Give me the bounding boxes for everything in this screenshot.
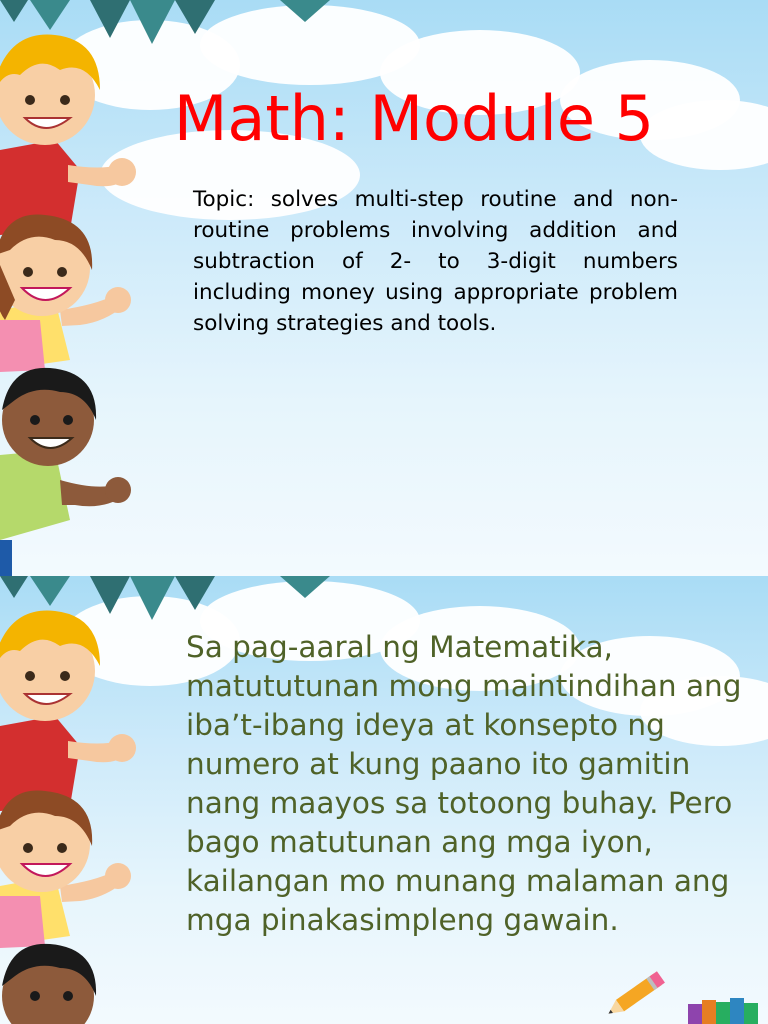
slide-2 xyxy=(0,576,768,1024)
kids-illustration xyxy=(0,576,150,1024)
slide-title: Math: Module 5 xyxy=(173,82,655,155)
intro-paragraph: Sa pag-aaral ng Matematika, matututunan mong maintindihan ang iba’t-ibang ideya at konsepto ng numero at kung paano ito gamitin nang maayos sa totoong buhay. Pero bago matutunan ang mga iyon, kailangan mo munang malaman ang mga pinakasimpleng gawain. xyxy=(186,630,742,937)
books-icon xyxy=(688,998,768,1024)
topic-text: Topic: solves multi-step routine and non-routine problems involving addition and subtraction of 2- to 3-digit numbers including money using appropriate problem solving strategies and tools. xyxy=(193,187,678,336)
pencil-icon xyxy=(598,962,678,1024)
